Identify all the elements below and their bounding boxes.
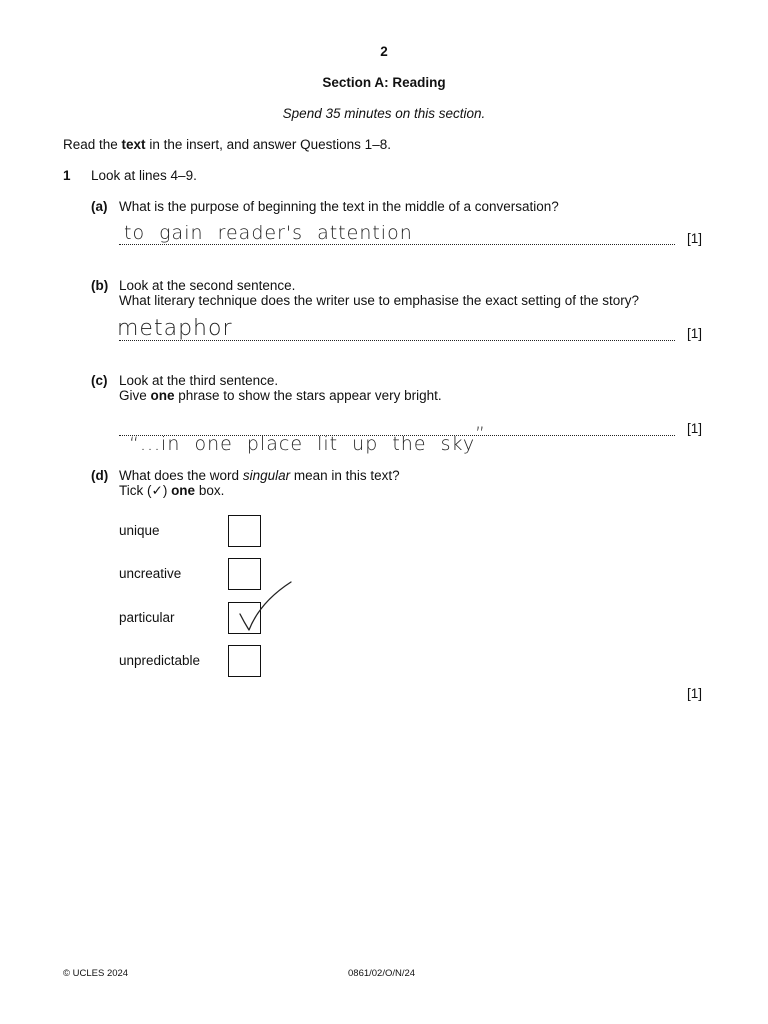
part-c-line2-pre: Give: [119, 388, 151, 403]
part-d-line2-post: box.: [195, 483, 225, 498]
part-a-mark: [1]: [687, 231, 703, 246]
option-label-uncreative: uncreative: [119, 566, 182, 581]
footer-paper-code: 0861/02/O/N/24: [348, 968, 416, 979]
part-d-line2-pre: Tick (: [119, 483, 152, 498]
read-instruction-bold: text: [121, 137, 146, 152]
part-c-question-line1: Look at the third sentence.: [119, 373, 279, 388]
question-number: 1: [63, 168, 71, 183]
read-instruction-post: in the insert, and answer Questions 1–8.: [145, 137, 391, 152]
part-d-line2-mid: ): [162, 483, 172, 498]
tick-box-unique[interactable]: [228, 515, 261, 547]
part-c-label: (c): [91, 373, 108, 388]
part-b-answer-line[interactable]: [119, 340, 675, 341]
part-c-line2-post: phrase to show the stars appear very bright.: [174, 388, 442, 403]
page-number: 2: [380, 44, 388, 59]
part-d-mark: [1]: [687, 686, 703, 701]
read-instruction: [63, 137, 391, 152]
part-c-handwritten-answer: [115, 411, 486, 455]
part-a-question: What is the purpose of beginning the text in the middle of a conversation?: [119, 199, 559, 214]
section-title: Section A: Reading: [322, 75, 446, 90]
part-b-handwritten-answer: metaphor: [117, 316, 233, 341]
option-label-particular: particular: [119, 610, 175, 625]
footer-copyright: © UCLES 2024: [63, 968, 129, 979]
time-instruction: Spend 35 minutes on this section.: [282, 106, 486, 121]
read-instruction-pre: Read the: [63, 137, 122, 152]
part-c-question-line2: [119, 388, 442, 403]
part-b-mark: [1]: [687, 326, 703, 341]
part-c-mark: [1]: [687, 421, 703, 436]
part-c-answer-text: ...in one place lit up the sky: [139, 433, 476, 455]
part-d-question-line1: [119, 468, 400, 483]
option-label-unpredictable: unpredictable: [119, 653, 201, 668]
part-c-answer-line[interactable]: [119, 435, 675, 436]
handwritten-checkmark-icon: [236, 578, 296, 636]
part-c-line2-bold: one: [150, 388, 175, 403]
part-b-question-line2: What literary technique does the writer use to emphasise the exact setting of the story?: [119, 293, 640, 308]
part-d-line1-post: mean in this text?: [290, 468, 400, 483]
part-d-line2-bold: one: [171, 483, 196, 498]
tick-box-unpredictable[interactable]: [228, 645, 261, 677]
part-d-line1-italic: singular: [242, 468, 291, 483]
part-d-line1-pre: What does the word: [119, 468, 243, 483]
tick-symbol-icon: ✓: [151, 483, 163, 498]
question-text: Look at lines 4–9.: [91, 168, 197, 183]
option-label-unique: unique: [119, 523, 160, 538]
part-b-question-line1: Look at the second sentence.: [119, 278, 296, 293]
part-c-answer-open-quote: “: [129, 433, 140, 455]
part-a-handwritten-answer: to gain reader's attention: [124, 222, 413, 244]
part-a-label: (a): [91, 199, 108, 214]
part-b-label: (b): [91, 278, 109, 293]
part-c-answer-close-quote: ”: [475, 423, 486, 445]
part-d-label: (d): [91, 468, 109, 483]
part-a-answer-line[interactable]: [119, 244, 675, 245]
part-d-question-line2: [119, 483, 224, 499]
